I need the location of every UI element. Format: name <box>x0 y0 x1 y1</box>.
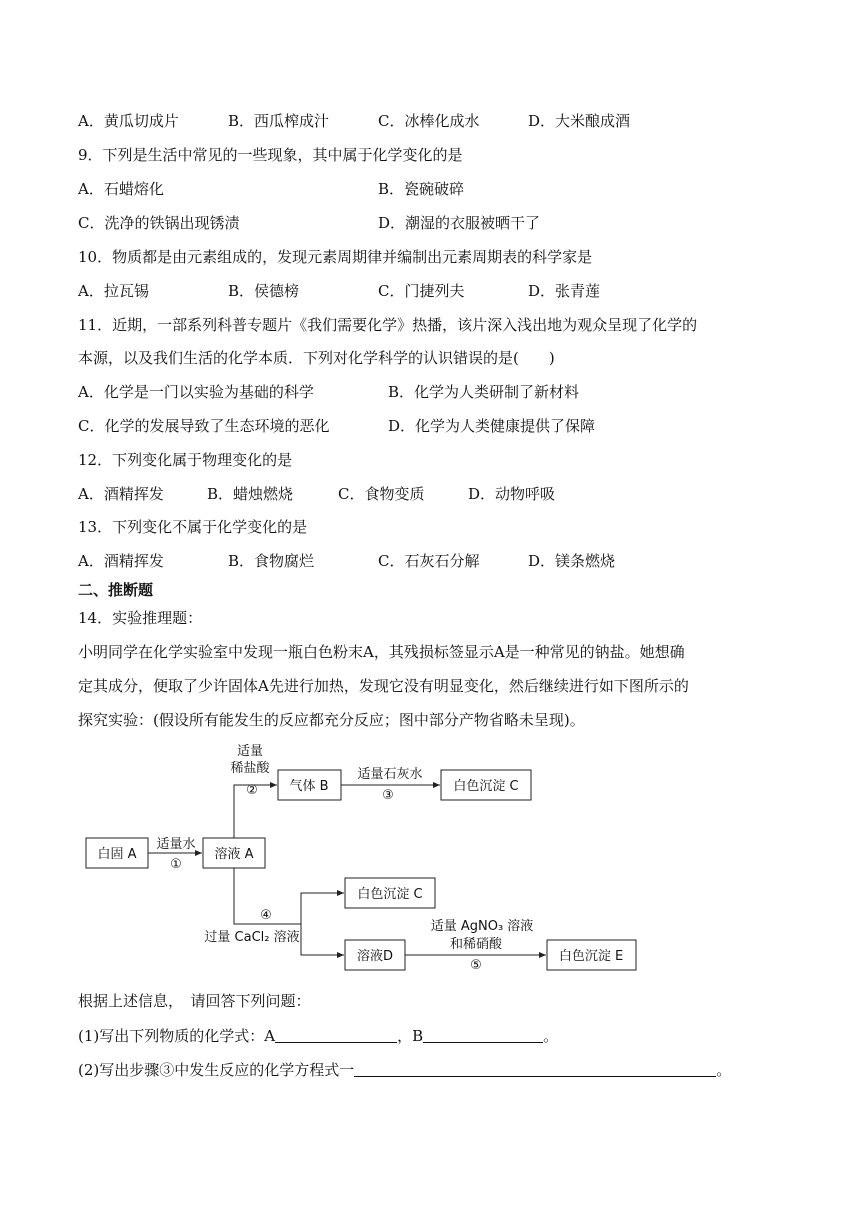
q14-para-line1: 小明同学在化学实验室中发现一瓶白色粉末A，其残损标签显示A是一种常见的钠盐。她想确 <box>78 643 685 661</box>
q9-option-a: A．石蜡熔化 <box>78 180 164 198</box>
step4-number: ④ <box>260 908 272 923</box>
q13-option-c: C．石灰石分解 <box>378 552 480 570</box>
step1-reagent: 适量水 <box>156 837 196 852</box>
step2-number: ② <box>246 783 258 798</box>
q11-option-a: A．化学是一门以实验为基础的科学 <box>78 383 314 401</box>
step3-number: ③ <box>382 788 394 803</box>
step2-reagent-line2: 稀盐酸 <box>230 761 270 776</box>
q9-option-d: D．潮湿的衣服被晒干了 <box>378 214 541 232</box>
q11-option-c: C．化学的发展导致了生态环境的恶化 <box>78 417 330 435</box>
step2-reagent-line1: 适量 <box>236 744 264 759</box>
q11-stem-line1: 11．近期，一部系列科普专题片《我们需要化学》热播，该片深入浅出地为观众呈现了化学的 <box>78 316 698 334</box>
step3-reagent: 适量石灰水 <box>357 767 423 782</box>
arrow-step4-to-precipitate <box>301 893 344 924</box>
q10-stem: 10．物质都是由元素组成的，发现元素周期律并编制出元素周期表的科学家是 <box>78 248 593 266</box>
q12-option-a: A．酒精挥发 <box>78 485 164 503</box>
q14-sub2 <box>78 1060 731 1080</box>
q14-sub2-end: 。 <box>716 1061 732 1079</box>
q14-para-line2: 定其成分，便取了少许固体A先进行加热，发现它没有明显变化，然后继续进行如下图所示的 <box>78 677 689 695</box>
q14-para-line3: 探究实验：(假设所有能发生的反应都充分反应；图中部分产物省略未呈现)。 <box>78 711 585 729</box>
q9-option-b: B．瓷碗破碎 <box>378 180 465 198</box>
solution-a-label: 溶液 A <box>214 847 254 862</box>
q14-sub1-end: 。 <box>543 1027 559 1045</box>
q9-option-c: C．洗净的铁锅出现锈渍 <box>78 214 240 232</box>
q12-option-c: C．食物变质 <box>338 485 425 503</box>
q14-sub1-mid: ，B <box>397 1027 424 1045</box>
answer-blank-a[interactable] <box>275 1028 397 1043</box>
gas-b-label: 气体 B <box>289 779 329 794</box>
step5-number: ⑤ <box>470 958 482 973</box>
q11-option-b: B．化学为人类研制了新材料 <box>388 383 580 401</box>
q8-option-b: B．西瓜榨成汁 <box>228 112 330 130</box>
q11-option-d: D．化学为人类健康提供了保障 <box>388 417 596 435</box>
q13-option-a: A．酒精挥发 <box>78 552 164 570</box>
answer-blank-equation[interactable] <box>354 1062 716 1077</box>
q12-stem: 12．下列变化属于物理变化的是 <box>78 451 293 469</box>
q10-option-a: A．拉瓦锡 <box>78 282 149 300</box>
answer-blank-b[interactable] <box>423 1028 543 1043</box>
q14-stem: 14．实验推理题： <box>78 609 203 627</box>
q8-option-a: A．黄瓜切成片 <box>78 112 179 130</box>
step5-reagent-line1: 适量 AgNO₃ 溶液 <box>430 919 534 934</box>
q10-option-b: B．侯德榜 <box>228 282 300 300</box>
q14-sub1-prefix: (1)写出下列物质的化学式：A <box>78 1027 276 1045</box>
q8-option-d: D．大米酿成酒 <box>528 112 631 130</box>
q10-option-c: C．门捷列夫 <box>378 282 465 300</box>
precipitate-c-top-label: 白色沉淀 C <box>453 779 519 794</box>
q14-sub1 <box>78 1026 558 1046</box>
q12-option-b: B．蜡烛燃烧 <box>207 485 294 503</box>
precipitate-e-label: 白色沉淀 E <box>558 949 624 964</box>
solution-d-label: 溶液D <box>356 949 394 964</box>
q13-option-d: D．镁条燃烧 <box>528 552 616 570</box>
q10-option-d: D．张青莲 <box>528 282 601 300</box>
solid-a-label: 白固 A <box>97 847 137 862</box>
q12-option-d: D．动物呼吸 <box>468 485 556 503</box>
q9-stem: 9．下列是生活中常见的一些现象，其中属于化学变化的是 <box>78 146 463 164</box>
step1-number: ① <box>170 857 182 872</box>
step4-reagent: 过量 CaCl₂ 溶液 <box>204 930 300 945</box>
q13-option-b: B．食物腐烂 <box>228 552 315 570</box>
section-title: 二、推断题 <box>78 581 154 599</box>
precipitate-c-mid-label: 白色沉淀 C <box>357 887 423 902</box>
q14-sub2-prefix: (2)写出步骤③中发生反应的化学方程式一 <box>78 1061 355 1079</box>
q13-stem: 13．下列变化不属于化学变化的是 <box>78 518 308 536</box>
step5-reagent-line2: 和稀硝酸 <box>449 937 503 952</box>
q14-prompt: 根据上述信息， 请回答下列问题： <box>78 992 311 1010</box>
q11-stem-line2: 本源，以及我们生活的化学本质．下列对化学科学的认识错误的是( ) <box>78 349 555 367</box>
q8-option-c: C．冰棒化成水 <box>378 112 480 130</box>
arrow-step4-to-solution-d <box>301 924 344 955</box>
